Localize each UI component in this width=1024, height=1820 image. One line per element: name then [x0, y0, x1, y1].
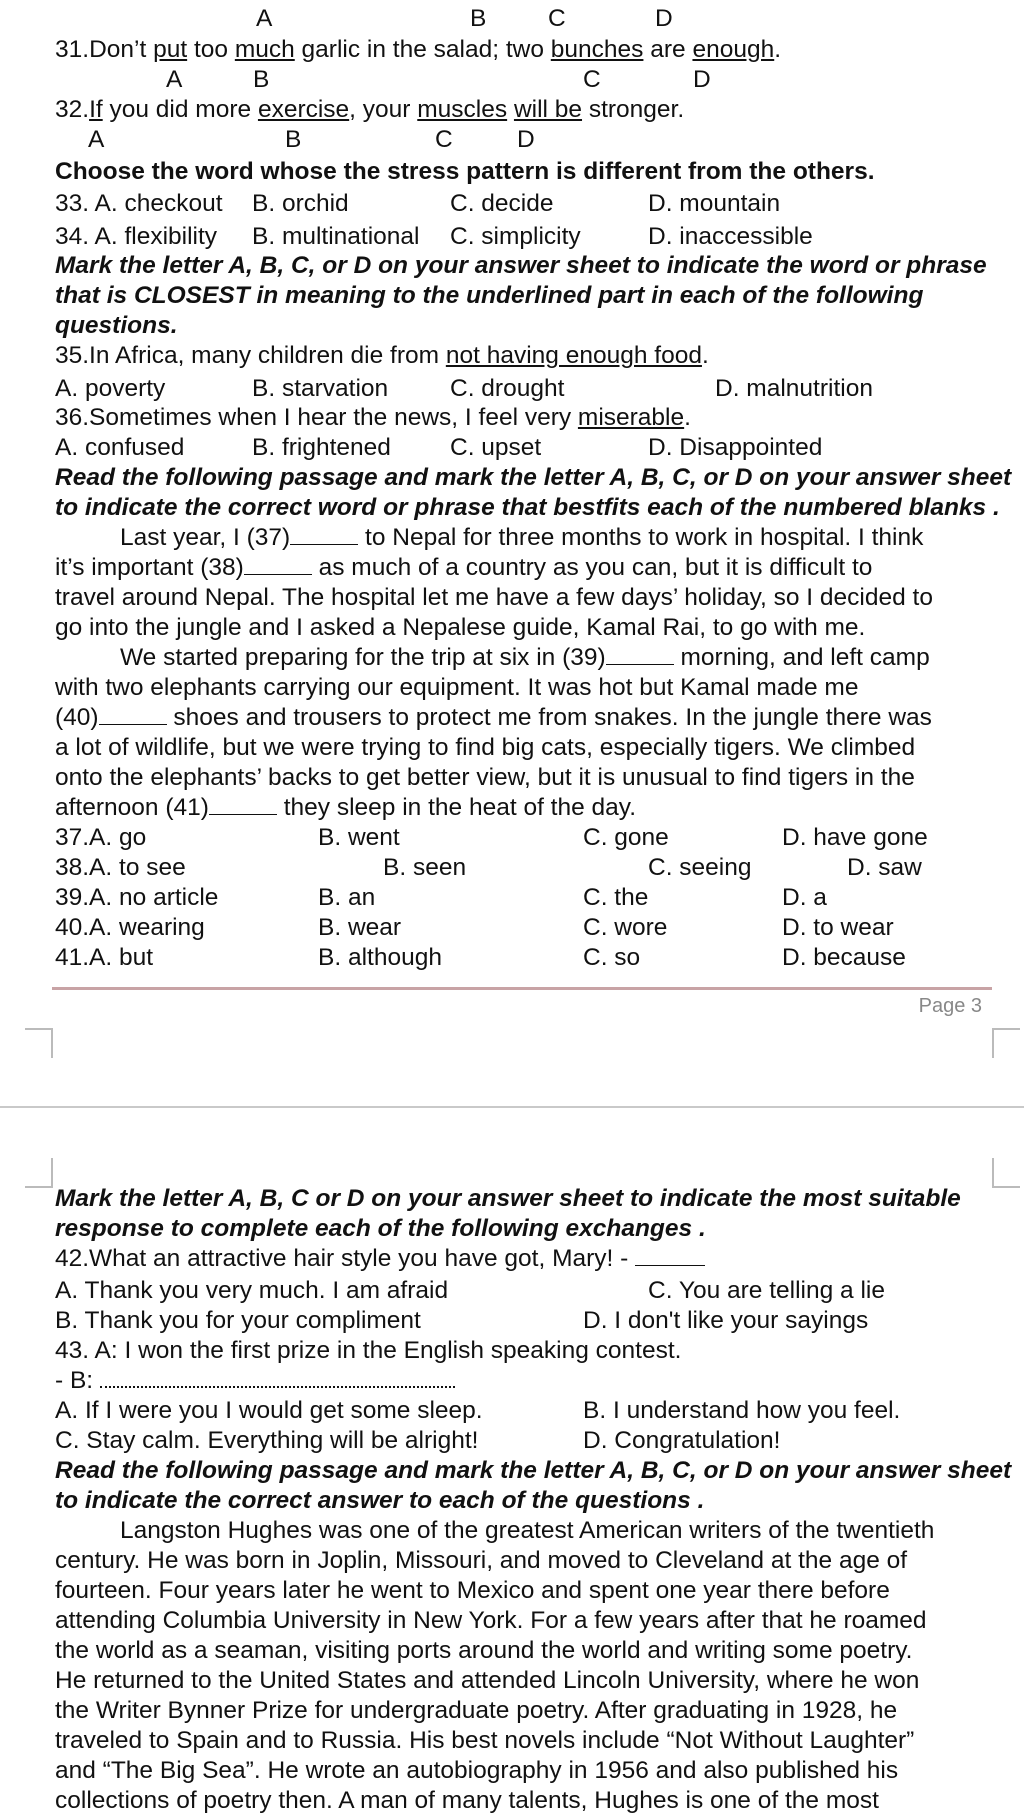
text: .: [701, 342, 709, 369]
underlined-word: put: [153, 36, 188, 63]
option-d: D. because: [782, 944, 906, 971]
question-43-options-2: [55, 1426, 1015, 1456]
page-number: Page 3: [918, 995, 982, 1017]
passage2-line: century. He was born in Joplin, Missouri, and moved to Cleveland at the age of: [55, 1547, 908, 1574]
question-34: [55, 222, 1015, 252]
answer-row-37: [55, 823, 1015, 853]
answer-row-40: [55, 913, 1015, 943]
text: Don’t: [89, 36, 154, 63]
passage2-line: the Writer Bynner Prize for undergraduate poetry. After graduating in 1928, he: [55, 1697, 898, 1724]
underlined-phrase: not having enough food: [445, 342, 702, 369]
option-d: D. to wear: [782, 914, 894, 941]
passage1-line: [55, 703, 932, 733]
underlined-word: If: [89, 96, 103, 123]
footer-rule: [52, 987, 992, 990]
option-b: B. wear: [318, 914, 402, 941]
option-b: B. Thank you for your compliment: [55, 1307, 421, 1334]
answer-row-39: [55, 883, 1015, 913]
question-35-options: [55, 374, 1015, 404]
question-42-options-2: [55, 1306, 1015, 1336]
option-b: B. an: [318, 884, 376, 911]
text: .: [774, 36, 782, 63]
text: stronger.: [582, 96, 685, 123]
passage1-heading-line: to indicate the correct word or phrase that bestfits each of the numbered blanks .: [55, 494, 1000, 521]
text: afternoon (41): [55, 794, 209, 821]
option-d: D. Congratulation!: [583, 1427, 781, 1454]
option-b: B. I understand how you feel.: [583, 1397, 901, 1424]
option-c: C. You are telling a lie: [648, 1277, 885, 1304]
option-c: C. simplicity: [450, 223, 581, 250]
letter-d: D: [655, 5, 673, 32]
page-separator: [0, 1106, 1024, 1108]
answer-row-41: [55, 943, 1015, 973]
question-42: [55, 1244, 705, 1274]
underlined-word: enough: [692, 36, 775, 63]
crop-mark: [992, 1158, 1020, 1188]
text: Last year, I (37): [120, 524, 291, 551]
question-32: [55, 95, 684, 125]
question-36: [55, 403, 691, 433]
question-43-options-1: [55, 1396, 1015, 1426]
text: - B:: [55, 1367, 100, 1394]
passage2-heading-line: to indicate the correct answer to each of the questions .: [55, 1487, 705, 1514]
question-number: 32.: [55, 96, 90, 123]
option-d: D. malnutrition: [715, 375, 873, 402]
option-c: C. the: [583, 884, 649, 911]
option-a: 40.A. wearing: [55, 914, 205, 941]
question-number: 31.: [55, 36, 90, 63]
question-35: [55, 341, 709, 371]
text: shoes and trousers to protect me from snakes. In the jungle there was: [166, 704, 932, 731]
passage2-line: collections of poetry then. A man of many talents, Hughes is one of the most: [55, 1787, 879, 1814]
option-c: C. so: [583, 944, 641, 971]
option-b: B. orchid: [252, 190, 349, 217]
passage2-line: traveled to Spain and to Russia. His best novels include “Not Without Laughter”: [55, 1727, 915, 1754]
text: We started preparing for the trip at six in (39): [120, 644, 606, 671]
text: as much of a country as you can, but it is difficult to: [311, 554, 873, 581]
option-a: A. Thank you very much. I am afraid: [55, 1277, 449, 1304]
option-d: D. inaccessible: [648, 223, 813, 250]
passage1-line: [55, 643, 930, 673]
option-a: A. If I were you I would get some sleep.: [55, 1397, 483, 1424]
letter-b: B: [470, 5, 487, 32]
option-d: D. mountain: [648, 190, 781, 217]
response-heading-line: response to complete each of the following exchanges .: [55, 1215, 706, 1242]
passage2-line: He returned to the United States and attended Lincoln University, where he won: [55, 1667, 920, 1694]
option-a: 37.A. go: [55, 824, 147, 851]
underlined-word: muscles: [417, 96, 508, 123]
text: morning, and left camp: [673, 644, 930, 671]
crop-mark: [25, 1158, 53, 1188]
passage1-line: [55, 793, 636, 823]
letter-b: B: [253, 66, 270, 93]
blank-40: [99, 703, 167, 725]
passage2-line: attending Columbia University in New York. For a few years after that he roamed: [55, 1607, 927, 1634]
closest-heading-line: Mark the letter A, B, C, or D on your answer sheet to indicate the word or phrase: [55, 252, 987, 279]
text: too: [187, 36, 235, 63]
option-a: 41.A. but: [55, 944, 154, 971]
passage2-line: fourteen. Four years later he went to Mexico and spent one year there before: [55, 1577, 890, 1604]
underlined-word: much: [234, 36, 295, 63]
option-a: 34. A. flexibility: [55, 223, 218, 250]
passage2-line: and “The Big Sea”. He wrote an autobiography in 1956 and also published his: [55, 1757, 899, 1784]
text: .: [684, 404, 691, 431]
question-31: [55, 35, 781, 65]
answer-row-38: [55, 853, 1015, 883]
blank-39: [606, 643, 674, 665]
text: you did more: [102, 96, 258, 123]
question-33: [55, 189, 1015, 219]
passage1-line: travel around Nepal. The hospital let me have a few days’ holiday, so I decided to: [55, 584, 933, 611]
blank-37: [290, 523, 358, 545]
option-a: 33. A. checkout: [55, 190, 223, 217]
letter-a: A: [166, 66, 183, 93]
text: (40): [55, 704, 99, 731]
option-c: C. seeing: [648, 854, 752, 881]
text: 42.What an attractive hair style you have got, Mary! -: [55, 1245, 636, 1272]
question-43: 43. A: I won the first prize in the English speaking contest.: [55, 1337, 682, 1364]
option-a: A. confused: [55, 434, 185, 461]
passage1-line: [55, 553, 872, 583]
blank-42: [635, 1244, 705, 1266]
option-c: C. drought: [450, 375, 565, 402]
option-c: C. Stay calm. Everything will be alright!: [55, 1427, 479, 1454]
passage1-line: a lot of wildlife, but we were trying to find big cats, especially tigers. We climbed: [55, 734, 916, 761]
underlined-word: will be: [513, 96, 583, 123]
option-b: B. frightened: [252, 434, 391, 461]
closest-heading-line: that is CLOSEST in meaning to the underlined part in each of the following: [55, 282, 924, 309]
option-b: B. multinational: [252, 223, 420, 250]
text: [507, 96, 514, 123]
question-42-options-1: [55, 1276, 1015, 1306]
passage1-line: onto the elephants’ backs to get better view, but it is unusual to find tigers in the: [55, 764, 915, 791]
option-c: C. gone: [583, 824, 669, 851]
passage2-heading-line: Read the following passage and mark the letter A, B, C, or D on your answer sheet: [55, 1457, 1012, 1484]
stress-heading: Choose the word whose the stress pattern is different from the others.: [55, 158, 875, 185]
text: 35.In Africa, many children die from: [55, 342, 446, 369]
underlined-word: miserable: [577, 404, 685, 431]
passage1-line: with two elephants carrying our equipment. It was hot but Kamal made me: [55, 674, 859, 701]
option-b: B. seen: [383, 854, 467, 881]
option-d: D. a: [782, 884, 827, 911]
option-d: D. saw: [847, 854, 922, 881]
text: it’s important (38): [55, 554, 244, 581]
option-d: D. have gone: [782, 824, 928, 851]
passage1-line: go into the jungle and I asked a Nepalese guide, Kamal Rai, to go with me.: [55, 614, 866, 641]
passage1-heading-line: Read the following passage and mark the letter A, B, C, or D on your answer sheet: [55, 464, 1012, 491]
letter-c: C: [548, 5, 566, 32]
blank-41: [209, 793, 277, 815]
option-b: B. starvation: [252, 375, 389, 402]
response-heading-line: Mark the letter A, B, C or D on your answer sheet to indicate the most suitable: [55, 1185, 961, 1212]
option-c: C. decide: [450, 190, 554, 217]
letter-d: D: [693, 66, 711, 93]
crop-mark: [25, 1028, 53, 1058]
letter-c: C: [583, 66, 601, 93]
letter-b: B: [285, 126, 302, 153]
option-b: B. although: [318, 944, 442, 971]
blank-38: [244, 553, 312, 575]
question-43-b: [55, 1366, 455, 1396]
letter-a: A: [88, 126, 105, 153]
underlined-word: bunches: [550, 36, 644, 63]
option-c: C. wore: [583, 914, 668, 941]
option-b: B. went: [318, 824, 400, 851]
crop-mark: [992, 1028, 1020, 1058]
closest-heading-line: questions.: [55, 312, 178, 339]
text: are: [643, 36, 693, 63]
passage1-line: [55, 523, 923, 553]
letter-d: D: [517, 126, 535, 153]
text: they sleep in the heat of the day.: [276, 794, 637, 821]
option-a: A. poverty: [55, 375, 166, 402]
option-d: D. I don't like your sayings: [583, 1307, 869, 1334]
option-d: D. Disappointed: [648, 434, 823, 461]
question-36-options: [55, 433, 1015, 463]
passage2-line: the world as a seaman, visiting ports around the world and writing some poetry.: [55, 1637, 913, 1664]
option-c: C. upset: [450, 434, 542, 461]
dotted-answer-line: [100, 1368, 455, 1388]
underlined-word: exercise: [257, 96, 350, 123]
text: to Nepal for three months to work in hospital. I think: [358, 524, 924, 551]
text: , your: [349, 96, 418, 123]
option-a: 38.A. to see: [55, 854, 186, 881]
letter-c: C: [435, 126, 453, 153]
passage2-line: Langston Hughes was one of the greatest American writers of the twentieth: [120, 1517, 935, 1544]
letter-a: A: [256, 5, 273, 32]
text: garlic in the salad; two: [294, 36, 551, 63]
text: 36.Sometimes when I hear the news, I feel very: [55, 404, 578, 431]
option-a: 39.A. no article: [55, 884, 219, 911]
